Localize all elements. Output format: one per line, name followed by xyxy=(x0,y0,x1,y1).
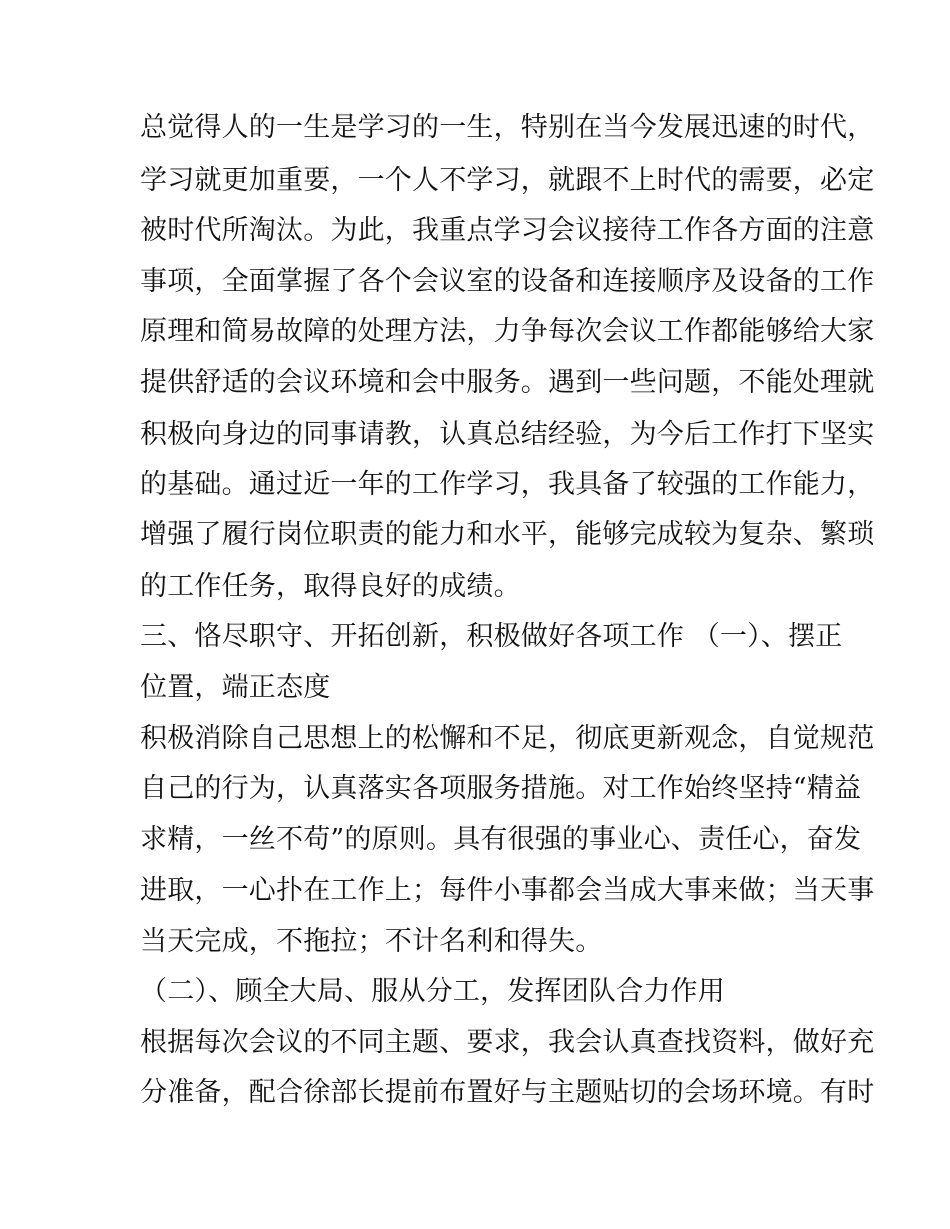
text-line: 事项，全面掌握了各个会议室的设备和连接顺序及设备的工作 xyxy=(140,266,875,297)
section-heading: 三、恪尽职守、开拓创新，积极做好各项工作 （一）、摆正 xyxy=(140,621,843,652)
text-line: 积极向身边的同事请教，认真总结经验，为今后工作打下坚实 xyxy=(140,419,875,450)
text-line: 提供舒适的会议环境和会中服务。遇到一些问题，不能处理就 xyxy=(140,367,875,398)
text-line: 进取，一心扑在工作上；每件小事都会当成大事来做；当天事 xyxy=(140,875,875,906)
text-line: 当天完成，不拖拉；不计名利和得失。 xyxy=(140,926,603,957)
text-line: 的基础。通过近一年的工作学习，我具备了较强的工作能力， xyxy=(140,469,875,500)
subsection-heading: （二）、顾全大局、服从分工，发挥团队合力作用 xyxy=(140,976,725,1007)
section-heading-continued: 位置，端正态度 xyxy=(140,672,331,703)
text-line: 求精，一丝不苟”的原则。具有很强的事业心、责任心，奋发 xyxy=(140,824,862,855)
text-line: 根据每次会议的不同主题、要求，我会认真查找资料，做好充 xyxy=(140,1027,875,1058)
text-line: 原理和简易故障的处理方法，力争每次会议工作都能够给大家 xyxy=(140,316,875,347)
text-line: 增强了履行岗位职责的能力和水平，能够完成较为复杂、繁琐 xyxy=(140,519,875,550)
text-line: 的工作任务，取得良好的成绩。 xyxy=(140,571,521,602)
text-line: 学习就更加重要，一个人不学习，就跟不上时代的需要，必定 xyxy=(140,165,875,196)
text-line: 自己的行为，认真落实各项服务措施。对工作始终坚持“精益 xyxy=(140,773,862,804)
text-line: 积极消除自己思想上的松懈和不足，彻底更新观念，自觉规范 xyxy=(140,723,875,754)
text-line: 总觉得人的一生是学习的一生，特别在当今发展迅速的时代， xyxy=(140,112,875,143)
text-line: 分准备，配合徐部长提前布置好与主题贴切的会场环境。有时 xyxy=(140,1077,875,1108)
text-line: 被时代所淘汰。为此，我重点学习会议接待工作各方面的注意 xyxy=(140,215,875,246)
